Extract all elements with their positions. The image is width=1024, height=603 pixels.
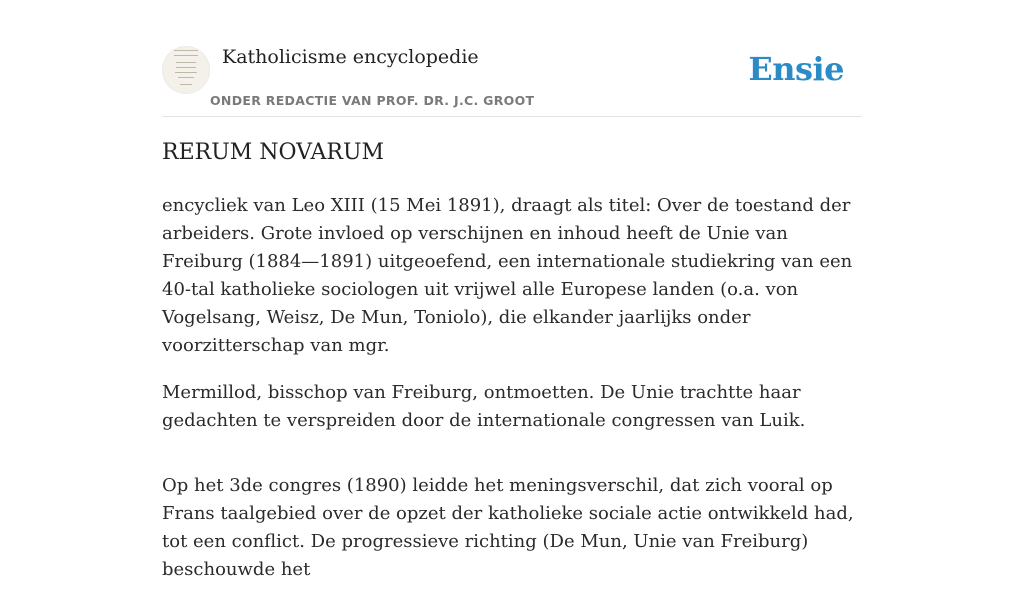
site-logo[interactable]: Ensie (748, 50, 844, 88)
page (162, 0, 862, 580)
article-body (162, 192, 862, 603)
editor-credit: ONDER REDACTIE VAN PROF. DR. J.C. GROOT (210, 93, 535, 108)
article-title: RERUM NOVARUM (162, 140, 385, 165)
article-paragraph: encycliek van Leo XIII (15 Mei 1891), draagt als titel: Over de toestand der arbeiders. Grote invloed op verschijnen en inhoud heeft de Unie van Freiburg (1884—1891) uitgeoefend, een internationale studiekring van een 40-tal katholieke sociologen uit vrijwel alle Europese landen (o.a. von Vogelsang, Weisz, De Mun, Toniolo), die elkander jaarlijks onder voorzitterschap van mgr. (162, 195, 853, 356)
article-paragraph: Mermillod, bisschop van Freiburg, ontmoetten. De Unie trachtte haar gedachten te verspreiden door de internationale congressen van Luik. (162, 382, 806, 431)
book-cover-icon[interactable] (162, 46, 210, 94)
header (162, 0, 862, 117)
book-title[interactable]: Katholicisme encyclopedie (222, 46, 479, 68)
article-paragraph: Op het 3de congres (1890) leidde het meningsverschil, dat zich vooral op Frans taalgebied over de opzet der katholieke sociale actie ontwikkeld had, tot een conflict. De progressieve richting (De Mun, Unie van Freiburg) beschouwde het (162, 475, 854, 580)
